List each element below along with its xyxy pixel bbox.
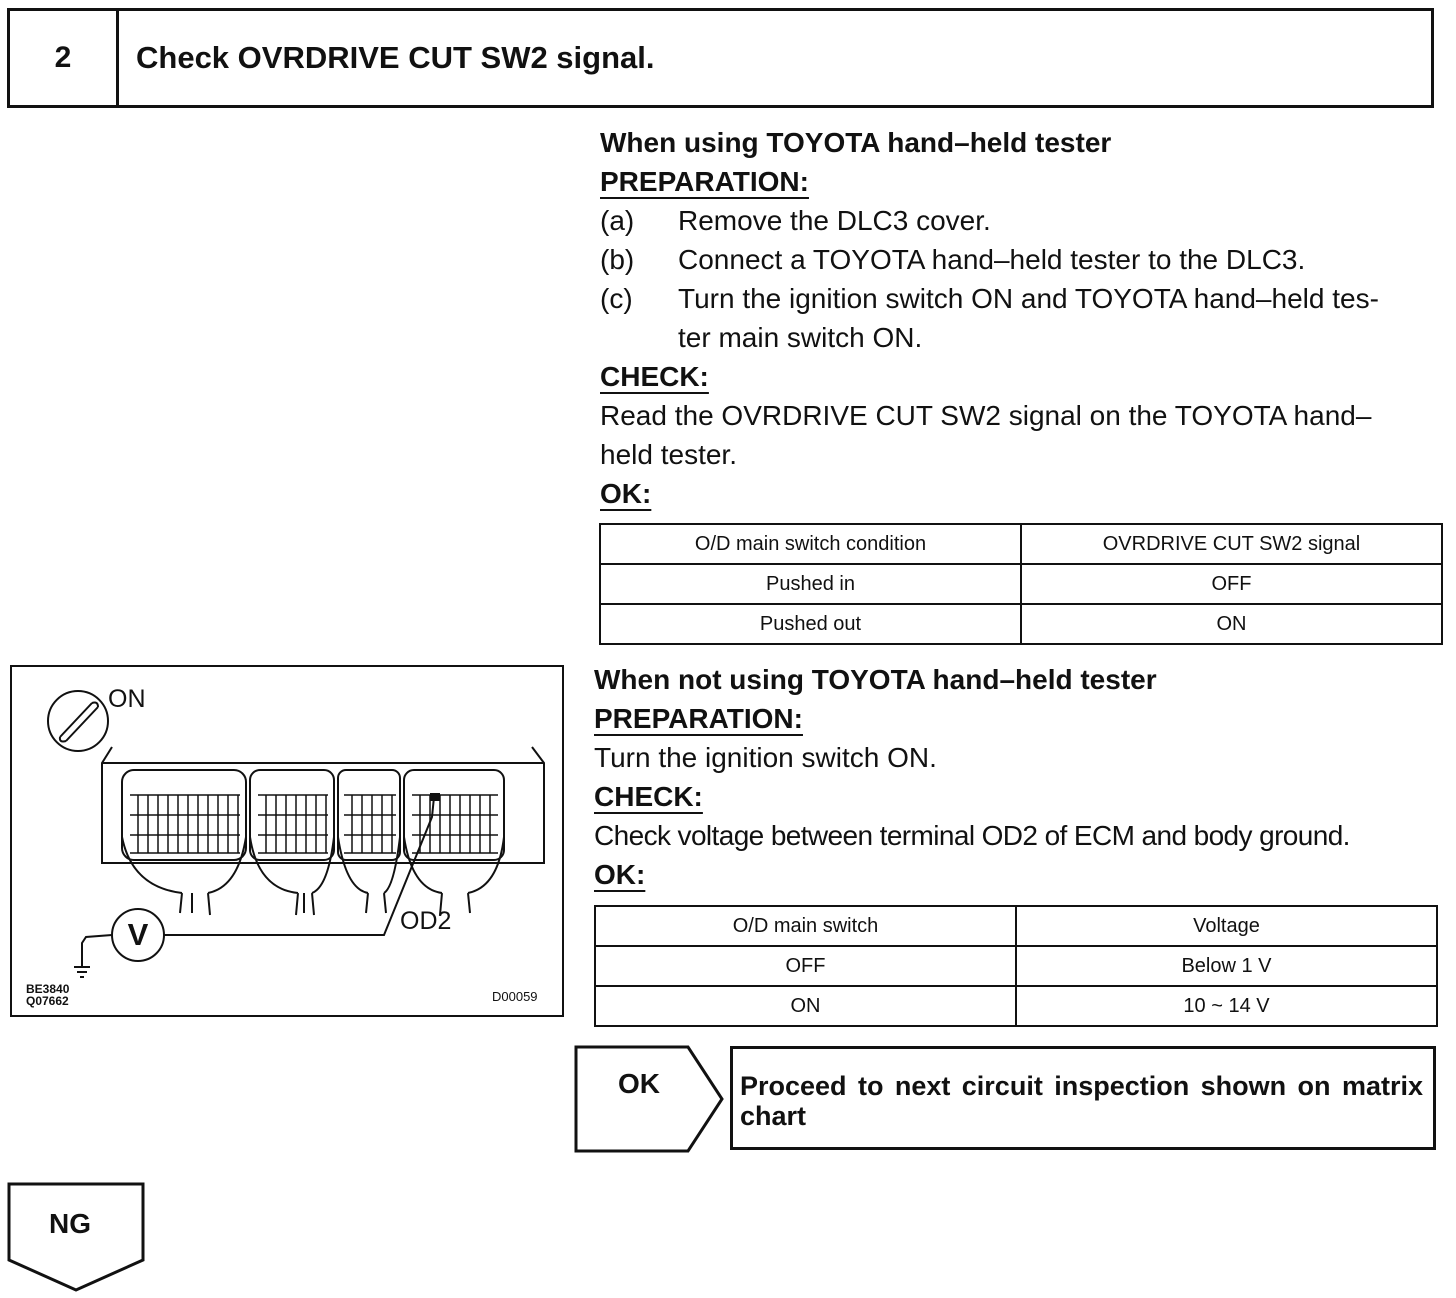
ground-lead: [82, 935, 112, 967]
tester-check-text-2: held tester.: [600, 439, 737, 470]
table-header-row: O/D main switch Voltage: [595, 906, 1437, 946]
probe-lead: [164, 797, 434, 935]
ok-action-box: Proceed to next circuit inspection shown on matrix chart: [730, 1046, 1436, 1150]
step-number: 2: [10, 11, 119, 105]
tester-step-a: (a) Remove the DLC3 cover.: [600, 205, 991, 236]
figure-id: D00059: [492, 989, 538, 1004]
no-tester-ok-table: [594, 905, 1438, 1027]
table-row: OFF Below 1 V: [595, 946, 1437, 986]
voltmeter-symbol: V: [127, 917, 149, 952]
no-tester-prep-text: Turn the ignition switch ON.: [594, 742, 937, 773]
no-tester-check-label: CHECK:: [594, 781, 703, 812]
ignition-on-label: ON: [108, 685, 146, 713]
step-header: [7, 8, 1434, 108]
step-title: Check OVRDRIVE CUT SW2 signal.: [136, 40, 655, 75]
ground-symbol-icon: [74, 967, 90, 977]
figure-code-1: BE3840: [26, 982, 70, 996]
table-row: Pushed out ON: [600, 604, 1442, 644]
no-tester-prep-label: PREPARATION:: [594, 703, 803, 734]
no-tester-check-text: Check voltage between terminal OD2 of ECM and body ground.: [594, 820, 1350, 851]
tester-check-text: Read the OVRDRIVE CUT SW2 signal on the TOYOTA hand–: [600, 400, 1372, 431]
ecm-connector-diagram: [12, 667, 562, 1015]
tester-step-b: (b) Connect a TOYOTA hand–held tester to the DLC3.: [600, 244, 1306, 275]
tester-heading: When using TOYOTA hand–held tester: [600, 127, 1112, 158]
tester-step-c: (c) Turn the ignition switch ON and TOYOTA hand–held tes- ter main switch ON.: [600, 283, 1379, 353]
no-tester-section: [594, 660, 1444, 894]
no-tester-heading: When not using TOYOTA hand–held tester: [594, 664, 1157, 695]
table-header-row: O/D main switch condition OVRDRIVE CUT SW2 signal: [600, 524, 1442, 564]
od2-label: OD2: [400, 907, 452, 935]
no-tester-ok-label: OK:: [594, 859, 646, 890]
tester-ok-label: OK:: [600, 478, 652, 509]
ok-result-label: OK: [618, 1068, 660, 1099]
table-row: ON 10 ~ 14 V: [595, 986, 1437, 1026]
table-row: Pushed in OFF: [600, 564, 1442, 604]
tester-section: [600, 123, 1440, 513]
ecm-wiring-figure: [10, 665, 564, 1017]
tester-ok-table: [599, 523, 1443, 645]
figure-code-2: Q07662: [26, 994, 69, 1008]
ng-result-label: NG: [49, 1208, 91, 1239]
ignition-switch-icon: [48, 691, 108, 751]
tester-prep-label: PREPARATION:: [600, 166, 809, 197]
od2-terminal: [430, 793, 440, 801]
tester-check-label: CHECK:: [600, 361, 709, 392]
